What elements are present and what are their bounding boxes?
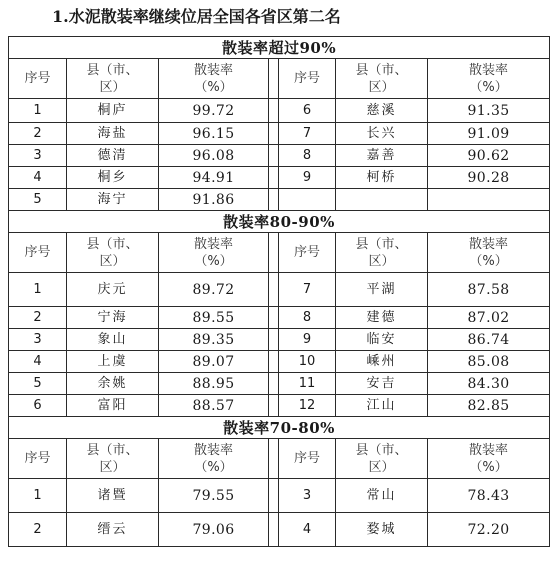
row-index: 4 [9,167,67,189]
row-index: 4 [279,513,336,547]
county-name: 常山 [336,479,428,513]
county-name: 富阳 [67,395,159,417]
row-index: 9 [279,329,336,351]
county-name: 建德 [336,307,428,329]
bulk-rate-value: 96.08 [159,145,269,167]
header-index: 序号 [279,233,336,273]
header-rate [428,59,550,99]
row-index: 8 [279,145,336,167]
bulk-rate-value: 91.86 [159,189,269,211]
header-rate-line1: 散装率 [193,62,233,78]
header-county-line1: 县（市、 [86,442,139,458]
header-county [336,439,428,479]
county-name: 长兴 [336,123,428,145]
column-divider [269,439,279,479]
column-divider [269,167,279,189]
row-index: 2 [9,513,67,547]
bulk-rate-value: 91.35 [428,99,550,123]
section-heading: 散装率超过90% [9,37,550,59]
county-name: 江山 [336,395,428,417]
column-divider [269,99,279,123]
header-rate [428,233,550,273]
header-index: 序号 [9,439,67,479]
row-index: 1 [9,99,67,123]
county-name: 柯桥 [336,167,428,189]
bulk-rate-value: 82.85 [428,395,550,417]
county-name: 海宁 [67,189,159,211]
header-county-line1: 县（市、 [355,62,408,78]
county-name: 余姚 [67,373,159,395]
bulk-rate-value: 87.02 [428,307,550,329]
header-rate-line2: （%） [194,79,233,95]
table-row [9,307,550,329]
header-rate [428,439,550,479]
row-index: 9 [279,167,336,189]
table-row [9,329,550,351]
header-index: 序号 [9,233,67,273]
bulk-rate-value: 89.07 [159,351,269,373]
county-name: 宁海 [67,307,159,329]
header-index: 序号 [279,59,336,99]
section-heading-row [9,211,550,233]
row-index: 1 [9,273,67,307]
bulk-rate-value: 89.35 [159,329,269,351]
header-rate-line2: （%） [469,79,508,95]
section-heading-row [9,417,550,439]
bulk-rate-value [428,189,550,211]
bulk-rate-value: 94.91 [159,167,269,189]
row-index: 8 [279,307,336,329]
bulk-rate-value: 96.15 [159,123,269,145]
county-name: 婺城 [336,513,428,547]
bulk-rate-value: 85.08 [428,351,550,373]
table-row [9,145,550,167]
bulk-rate-value: 88.57 [159,395,269,417]
bulk-rate-value: 78.43 [428,479,550,513]
section-heading-row [9,37,550,59]
header-county-line2: 区） [99,79,126,95]
row-index: 10 [279,351,336,373]
header-rate [159,59,269,99]
header-rate-line1: 散装率 [469,236,509,252]
table-row [9,479,550,513]
county-name: 桐庐 [67,99,159,123]
row-index: 11 [279,373,336,395]
county-name: 海盐 [67,123,159,145]
row-index: 12 [279,395,336,417]
row-index: 5 [9,373,67,395]
column-divider [269,395,279,417]
section-heading: 散装率70-80% [9,417,550,439]
column-divider [269,189,279,211]
column-divider [269,479,279,513]
header-county-line1: 县（市、 [355,442,408,458]
table-row [9,167,550,189]
header-county-line2: 区） [368,459,395,475]
row-index: 1 [9,479,67,513]
row-index [279,189,336,211]
row-index: 6 [9,395,67,417]
header-rate-line1: 散装率 [469,442,509,458]
row-index: 7 [279,273,336,307]
bulk-rate-value: 79.55 [159,479,269,513]
header-county-line1: 县（市、 [86,236,139,252]
county-name: 庆元 [67,273,159,307]
header-rate-line1: 散装率 [469,62,509,78]
document-title: 1.水泥散装率继续位居全国各省区第二名 [52,7,341,26]
table-row [9,273,550,307]
header-county [67,233,159,273]
row-index: 5 [9,189,67,211]
header-rate-line2: （%） [469,253,508,269]
row-index: 3 [279,479,336,513]
table-row [9,373,550,395]
table-row [9,513,550,547]
bulk-rate-value: 89.55 [159,307,269,329]
county-name: 上虞 [67,351,159,373]
column-divider [269,273,279,307]
bulk-rate-value: 90.62 [428,145,550,167]
row-index: 3 [9,329,67,351]
county-name: 慈溪 [336,99,428,123]
bulk-rate-value: 84.30 [428,373,550,395]
column-header-row [9,59,550,99]
header-county [67,439,159,479]
table-row [9,123,550,145]
header-county [67,59,159,99]
row-index: 3 [9,145,67,167]
table-row [9,189,550,211]
column-divider [269,351,279,373]
column-divider [269,329,279,351]
bulk-rate-value: 72.20 [428,513,550,547]
row-index: 6 [279,99,336,123]
cement-bulk-rate-table [8,36,550,547]
column-divider [269,233,279,273]
row-index: 7 [279,123,336,145]
header-county-line2: 区） [99,253,126,269]
bulk-rate-value: 88.95 [159,373,269,395]
header-county-line1: 县（市、 [355,236,408,252]
bulk-rate-value: 89.72 [159,273,269,307]
header-rate [159,233,269,273]
section-heading: 散装率80-90% [9,211,550,233]
bulk-rate-value: 79.06 [159,513,269,547]
header-county [336,59,428,99]
county-name: 桐乡 [67,167,159,189]
table-row [9,395,550,417]
header-index: 序号 [9,59,67,99]
column-divider [269,307,279,329]
header-rate-line2: （%） [469,459,508,475]
table-row [9,351,550,373]
header-index: 序号 [279,439,336,479]
county-name: 嵊州 [336,351,428,373]
county-name: 德清 [67,145,159,167]
county-name: 诸暨 [67,479,159,513]
column-divider [269,145,279,167]
table-row [9,99,550,123]
header-county-line2: 区） [368,79,395,95]
column-divider [269,373,279,395]
county-name: 象山 [67,329,159,351]
header-county-line1: 县（市、 [86,62,139,78]
row-index: 2 [9,307,67,329]
header-county-line2: 区） [99,459,126,475]
bulk-rate-value: 87.58 [428,273,550,307]
county-name: 缙云 [67,513,159,547]
column-divider [269,513,279,547]
header-rate-line2: （%） [194,253,233,269]
header-rate-line1: 散装率 [193,442,233,458]
county-name: 安吉 [336,373,428,395]
row-index: 4 [9,351,67,373]
header-rate [159,439,269,479]
header-county-line2: 区） [368,253,395,269]
column-header-row [9,233,550,273]
row-index: 2 [9,123,67,145]
header-rate-line1: 散装率 [193,236,233,252]
county-name [336,189,428,211]
column-header-row [9,439,550,479]
column-divider [269,123,279,145]
header-county [336,233,428,273]
county-name: 临安 [336,329,428,351]
county-name: 嘉善 [336,145,428,167]
bulk-rate-value: 91.09 [428,123,550,145]
bulk-rate-value: 86.74 [428,329,550,351]
county-name: 平湖 [336,273,428,307]
bulk-rate-value: 99.72 [159,99,269,123]
column-divider [269,59,279,99]
header-rate-line2: （%） [194,459,233,475]
bulk-rate-value: 90.28 [428,167,550,189]
